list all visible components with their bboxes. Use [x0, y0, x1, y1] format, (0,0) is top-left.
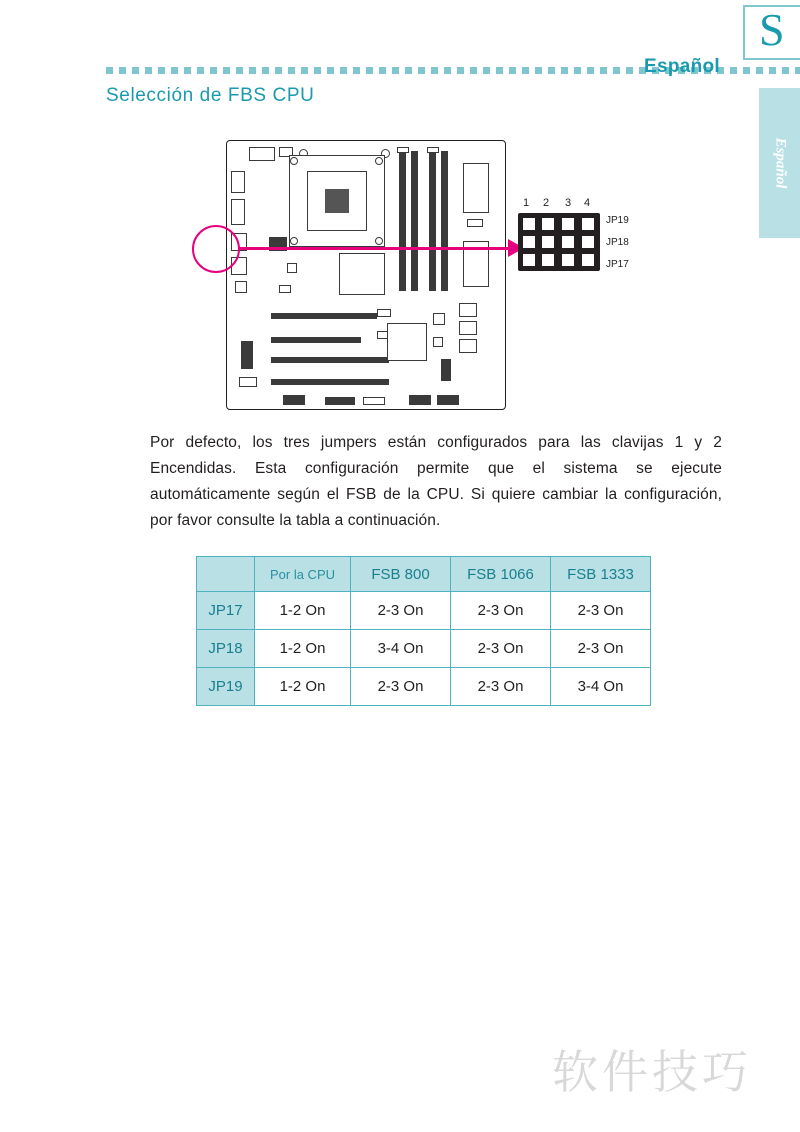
jumper-highlight-circle [192, 225, 240, 273]
table-row-label-jp17: JP17 [197, 592, 255, 630]
table-cell-jp18-fsb1066: 2-3 On [451, 630, 551, 668]
language-side-strip-label: Español [772, 137, 788, 189]
header-language-label: Español [643, 56, 720, 77]
table-row [197, 592, 651, 630]
table-cell-jp19-fsb800: 2-3 On [351, 668, 451, 706]
table-cell-jp17-fsb1333: 2-3 On [551, 592, 651, 630]
watermark-text: 软件技巧 [552, 1045, 752, 1099]
jumper-label-jp17: JP17 [606, 259, 629, 270]
jumper-block-graphic [518, 213, 600, 271]
table-header-fsb-1333: FSB 1333 [551, 557, 651, 592]
table-cell-jp18-fsb800: 3-4 On [351, 630, 451, 668]
table-header-row [197, 557, 651, 592]
table-cell-jp19-fsb1333: 3-4 On [551, 668, 651, 706]
jumper-label-jp19: JP19 [606, 215, 629, 226]
motherboard-figure [150, 135, 670, 415]
table-row-label-jp18: JP18 [197, 630, 255, 668]
table-cell-jp17-cpu: 1-2 On [255, 592, 351, 630]
table-cell-jp18-fsb1333: 2-3 On [551, 630, 651, 668]
pin-number-4: 4 [584, 197, 591, 209]
table-row-label-jp19: JP19 [197, 668, 255, 706]
language-side-strip [759, 88, 800, 238]
table-header-corner [197, 557, 255, 592]
table-header-por-la-cpu: Por la CPU [255, 557, 351, 592]
fsb-jumper-table [196, 556, 651, 706]
table-header-fsb-1066: FSB 1066 [451, 557, 551, 592]
pin-number-3: 3 [565, 197, 572, 209]
page-title: Selección de FBS CPU [106, 85, 315, 106]
table-cell-jp17-fsb1066: 2-3 On [451, 592, 551, 630]
callout-arrow-line [238, 247, 513, 250]
table-cell-jp18-cpu: 1-2 On [255, 630, 351, 668]
body-paragraph: Por defecto, los tres jumpers están configurados para las clavijas 1 y 2 Encendidas. Esta configuración permite que el sistema se ejecute automáticamente según el FSB de la CPU. Si quiere cambiar la configuración, por favor consulte la tabla a continuación. [150, 434, 722, 529]
table-cell-jp19-cpu: 1-2 On [255, 668, 351, 706]
jumper-callout [518, 197, 670, 287]
page-header [0, 28, 800, 77]
language-tab [743, 5, 800, 60]
table-header-fsb-800: FSB 800 [351, 557, 451, 592]
jumper-label-jp18: JP18 [606, 237, 629, 248]
header-dotted-rule [106, 66, 606, 74]
motherboard-diagram [226, 140, 506, 410]
language-tab-letter: S [759, 4, 785, 55]
table-cell-jp17-fsb800: 2-3 On [351, 592, 451, 630]
table-row [197, 668, 651, 706]
table-cell-jp19-fsb1066: 2-3 On [451, 668, 551, 706]
pin-number-2: 2 [543, 197, 550, 209]
table-row [197, 630, 651, 668]
pin-number-1: 1 [523, 197, 530, 209]
